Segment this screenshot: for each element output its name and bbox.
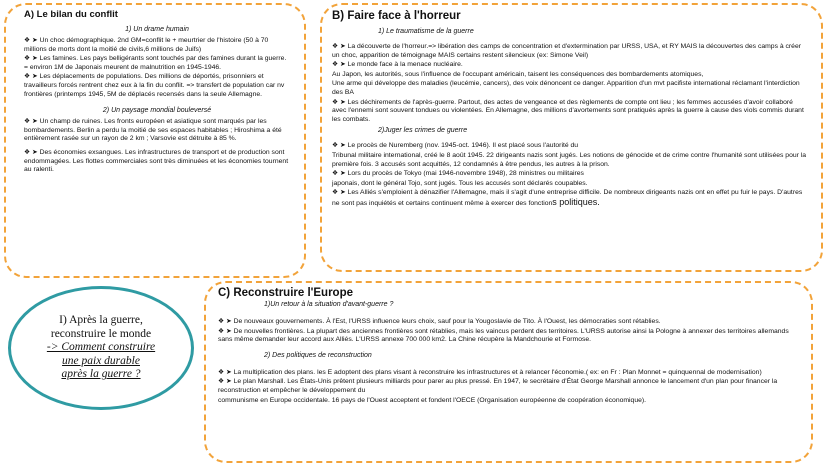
section-a-subtitle-1: 1) Un drame humain (125, 26, 189, 33)
section-b-para-text: ❖ ➤ Les Alliés s'emploient à dénazifier l'Allemagne, mais il s'agit d'une entreprise difficile. De nombreux dirigeants nazis ont en effet pu fuir le pays. D'autres ne sont pas inquiétés et certains continuent même à exercer des fonction (332, 189, 803, 207)
section-a-para: ❖ ➤ Un choc démographique. 2nd GM=conflit le + meurtrier de l'histoire (50 à 70 millions de morts dont la moitié de civils,6 millions de Juifs) (24, 37, 269, 53)
section-a-box (4, 3, 306, 278)
section-b-para: ❖ ➤ Le procès de Nuremberg (nov. 1945-oct. 1946). Il est placé sous l'autorité du (332, 142, 579, 150)
question-oval (8, 286, 194, 410)
section-c-para: ❖ ➤ De nouvelles frontières. La plupart des anciennes frontières sont rétablies, mais les vaincus perdent des territoires. L'URSS autorise ainsi la Pologne à annexer des territoires allemands sans même demander leur accord aux Alliés. L'URSS annexe 700 000 km2. La Chine récupère la Mandchourie et Formose. (218, 327, 789, 344)
section-b-para: japonais, dont le général Tojo, sont jugés. Tous les accusés sont déclarés coupables. (332, 179, 588, 187)
oval-line-2: reconstruire le monde (50, 327, 152, 340)
section-b-para-tail: s politiques. (552, 196, 600, 207)
section-b-subtitle-1: 1) Le traumatisme de la guerre (378, 28, 474, 35)
section-b-para: Tribunal militaire international, créé le 8 août 1945. 22 dirigeants nazis sont jugés. Les notions de génocide et de crime contre l'humanité sont utilisées pour la première fois. 3 accusés sont acquittés, 12 condamnés à être pendus, les autres à la prison. (332, 151, 807, 168)
section-c-subtitle-2: 2) Des politiques de reconstruction (264, 351, 372, 359)
oval-line-1: I) Après la guerre, (59, 314, 143, 327)
section-a-title: A) Le bilan du conflit (24, 9, 118, 20)
oval-line-4: une paix durable (62, 354, 140, 367)
section-b-para: ❖ ➤ La découverte de l'horreur.=> libération des camps de concentration et d'extermination par URSS, USA, et RY MAIS la découvertes des camps à créer un choc, apparition de témoignage MAIS certains restent silencieux (ex: Simone Veil) (332, 43, 802, 59)
section-b-para: Au Japon, les autorités, sous l'influence de l'occupant américain, taisent les conséquences des bombardements atomiques, (332, 70, 704, 78)
section-a-para: ❖ ➤ Un champ de ruines. Les fronts européen et asiatique sont marqués par les bombardements. Berlin a perdu la moitié de ses espaces habitables ; Hiroshima a été entièrement rasée sur un rayon de 2 km ; Varsovie est détruite à 85 %. (24, 118, 282, 143)
section-c-subtitle-1: 1)Un retour à la situation d'avant-guerre ? (264, 301, 394, 308)
section-a-para: ❖ ➤ Des économies exsangues. Les infrastructures de transport et de production sont endommagées. Les flottes commerciales sont très diminuées et les économies tournent au ralenti. (24, 148, 289, 174)
section-b-para-last (332, 189, 807, 208)
section-c-para: communisme en Europe occidentale. 16 pays de l'Ouest acceptent et fondent l'OECE (Organisation européenne de coopération économique). (218, 396, 647, 404)
section-a-para: ❖ ➤ Les famines. Les pays belligérants sont touchés par des famines durant la guerre. = environ 1M de Japonais meurent de malnutrition en 1945-1946. (24, 55, 287, 71)
section-c-para: ❖ ➤ La multiplication des plans. les E adoptent des plans visant à reconstruire les infrastructures et à relancer l'économie.( ex: en Fr : Plan Monnet = quinquennal de modernisation) (218, 368, 762, 376)
section-b-title: B) Faire face à l'horreur (332, 10, 461, 22)
section-b-box (320, 3, 823, 272)
section-c-para: ❖ ➤ De nouveaux gouvernements. À l'Est, l'URSS influence leurs choix, sauf pour la Yougoslavie de Tito. À l'Ouest, les démocraties sont rétablies. (218, 318, 661, 325)
oval-line-5: après la guerre ? (61, 368, 141, 381)
section-c-box (204, 281, 813, 463)
section-b-para: ❖ ➤ Le monde face à la menace nucléaire. (332, 61, 463, 69)
section-a-subtitle-2: 2) Un paysage mondial bouleversé (102, 107, 212, 115)
section-b-subtitle-2: 2)Juger les crimes de guerre (378, 127, 468, 135)
section-b-para: ❖ ➤ Les déchirements de l'après-guerre. Partout, des actes de vengeance et des règlements de compte ont lieu ; les femmes accusées d'avoir collaboré avec l'ennemi sont souvent tondues ou violentées. En Allemagne, des millions d'avortements sont pratiqués après la guerre à cause des viols commis durant les combats. (332, 98, 804, 123)
section-b-para: ❖ ➤ Lors du procès de Tokyo (mai 1946-novembre 1948), 28 ministres ou militaires (332, 170, 584, 178)
section-a-para: ❖ ➤ Les déplacements de populations. Des millions de déportés, prisonniers et travailleurs forcés rentrent chez eux à la fin du conflit. => transfert de population car nv frontières (printemps 1945, 5M de déplacés recensés dans la seule Allemagne. (24, 73, 285, 98)
section-c-para: ❖ ➤ Le plan Marshall. Les États-Unis prêtent plusieurs milliards pour parer au plus pressé. En 1947, le secrétaire d'État George Marshall annonce le lancement d'un plan pour financer la reconstruction et empêcher le développement du (218, 378, 778, 394)
oval-line-3: -> Comment construire (46, 341, 156, 354)
section-c-title: C) Reconstruire l'Europe (218, 287, 354, 299)
section-b-para: Une arme qui développe des maladies (leucémie, cancers), des voix dénoncent ce danger. Apparition d'un mvt pacifiste international réclamant l'interdiction des BA (332, 80, 800, 96)
